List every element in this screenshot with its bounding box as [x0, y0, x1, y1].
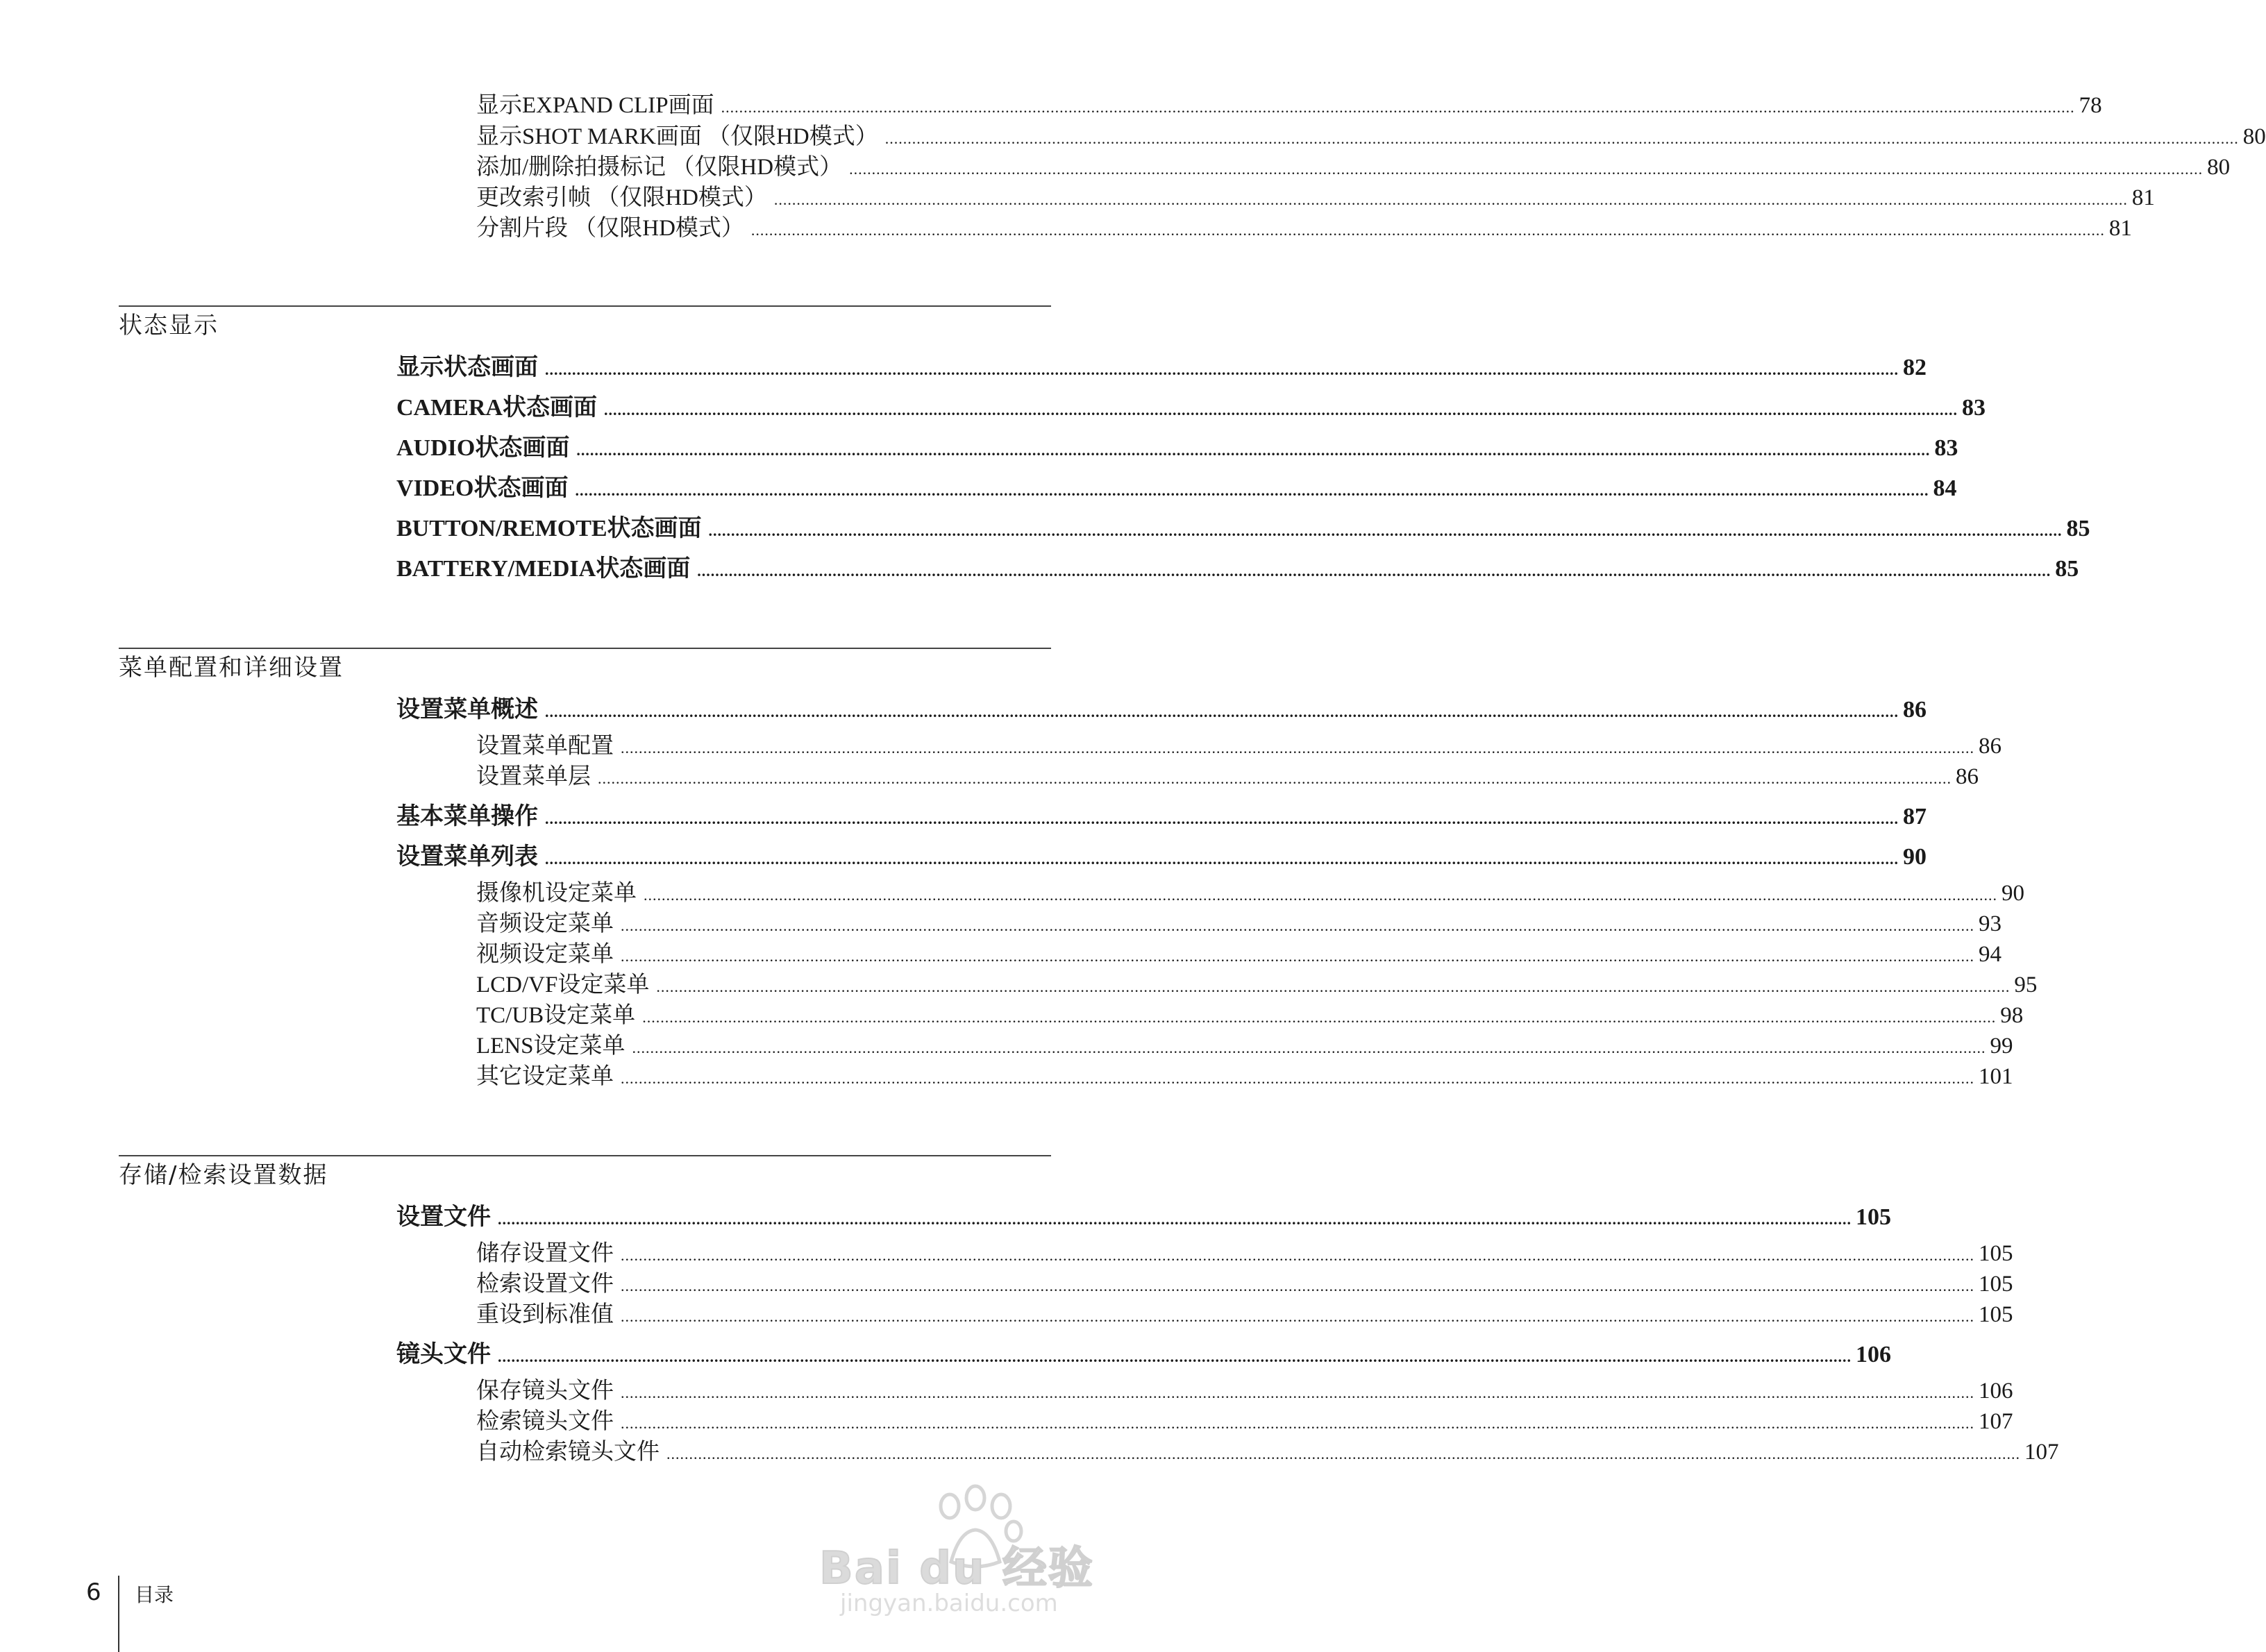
toc-entry[interactable] — [396, 514, 2090, 544]
toc-entry-label: 自动检索镜头文件 — [476, 1440, 660, 1465]
toc-entry-page: 83 — [1961, 395, 1986, 421]
toc-entry-page: 107 — [1979, 1409, 2013, 1434]
toc-entry-label: 设置菜单配置 — [476, 734, 614, 759]
toc-entry[interactable] — [396, 695, 1927, 725]
toc-entry[interactable] — [476, 761, 1979, 792]
toc-entry-label: 设置菜单列表 — [396, 844, 538, 870]
toc-entry-page: 99 — [1990, 1034, 2013, 1059]
toc-entry[interactable] — [396, 433, 1958, 464]
toc-entry-page: 80 — [2242, 124, 2266, 149]
toc-entry-page: 87 — [1903, 804, 1927, 829]
toc-entry-page: 95 — [2014, 972, 2038, 997]
toc-entry[interactable] — [476, 970, 2038, 1000]
toc-entry-page: 85 — [2066, 516, 2090, 541]
dot-leader: ............................................................................................................................................................................................................................................................................................................ — [621, 1415, 1974, 1432]
section-divider — [119, 1155, 1051, 1156]
dot-leader: ............................................................................................................................................................................................................................................................................................................ — [656, 978, 2011, 995]
dot-leader: ............................................................................................................................................................................................................................................................................................................ — [621, 1070, 1974, 1087]
toc-entry-page: 82 — [1903, 355, 1927, 380]
toc-entry-label: VIDEO状态画面 — [396, 475, 569, 501]
toc-entry[interactable] — [476, 1406, 2013, 1437]
toc-entry-label: BATTERY/MEDIA状态画面 — [396, 556, 691, 582]
toc-entry[interactable] — [476, 152, 2231, 183]
toc-entry-label: 基本菜单操作 — [396, 804, 538, 829]
toc-entry-label: 音频设定菜单 — [476, 911, 614, 936]
toc-entry-page: 81 — [2131, 185, 2155, 210]
toc-entry[interactable] — [396, 473, 1957, 504]
toc-entry-page: 81 — [2108, 216, 2132, 241]
dot-leader: ............................................................................................................................................................................................................................................................................................................ — [621, 1277, 1974, 1295]
toc-entry-label: CAMERA状态画面 — [396, 395, 597, 421]
toc-entry-page: 84 — [1933, 475, 1957, 501]
toc-entry-page: 86 — [1903, 697, 1927, 723]
toc-entry-label: 显示SHOT MARK画面 （仅限HD模式） — [476, 124, 878, 149]
footer-divider — [118, 1576, 119, 1652]
toc-entry[interactable] — [396, 842, 1927, 873]
toc-entry-label: 显示状态画面 — [396, 355, 538, 380]
toc-entry-label: 设置菜单概述 — [396, 697, 538, 723]
dot-leader: ............................................................................................................................................................................................................................................................................................................ — [621, 1384, 1974, 1401]
dot-leader: ............................................................................................................................................................................................................................................................................................................ — [884, 130, 2239, 147]
toc-entry[interactable] — [476, 939, 2001, 970]
dot-leader: ............................................................................................................................................................................................................................................................................................................ — [849, 160, 2204, 178]
toc-entry-label: 摄像机设定菜单 — [476, 881, 637, 906]
dot-leader: ............................................................................................................................................................................................................................................................................................................ — [498, 1211, 1852, 1228]
toc-entry[interactable] — [476, 1000, 2024, 1031]
page-number: 6 — [86, 1578, 101, 1606]
section-title: 存储/检索设置数据 — [119, 1161, 328, 1189]
dot-leader: ............................................................................................................................................................................................................................................................................................................ — [632, 1039, 1986, 1056]
dot-leader: ............................................................................................................................................................................................................................................................................................................ — [773, 191, 2128, 208]
toc-entry-label: 检索设置文件 — [476, 1272, 614, 1297]
toc-entry[interactable] — [476, 213, 2132, 244]
toc-entry-label: 保存镜头文件 — [476, 1379, 614, 1404]
toc-entry-label: 分割片段 （仅限HD模式） — [476, 216, 744, 241]
toc-entry-page: 86 — [1956, 764, 1979, 789]
section-divider — [119, 305, 1051, 307]
toc-entry-page: 105 — [1979, 1241, 2013, 1266]
toc-entry-label: 添加/删除拍摄标记 （仅限HD模式） — [476, 155, 843, 180]
watermark-url: jingyan.baidu.com — [840, 1590, 1058, 1617]
toc-entry-label: 更改索引帧 （仅限HD模式） — [476, 185, 767, 210]
toc-entry[interactable] — [476, 1238, 2013, 1269]
toc-entry-page: 94 — [1979, 942, 2001, 967]
toc-entry[interactable] — [476, 1061, 2013, 1092]
toc-entry-label: LENS设定菜单 — [476, 1034, 626, 1059]
toc-entry-label: 视频设定菜单 — [476, 942, 614, 967]
watermark-brand: Bai du 经验 — [819, 1543, 1094, 1594]
toc-entry-label: LCD/VF设定菜单 — [476, 972, 650, 997]
dot-leader: ............................................................................................................................................................................................................................................................................................................ — [621, 1308, 1974, 1325]
dot-leader: ............................................................................................................................................................................................................................................................................................................ — [603, 401, 1958, 419]
toc-entry[interactable] — [476, 183, 2155, 213]
dot-leader: ............................................................................................................................................................................................................................................................................................................ — [666, 1445, 2020, 1463]
toc-entry-page: 78 — [2079, 93, 2102, 118]
toc-entry[interactable] — [476, 909, 2001, 939]
footer-section-label: 目录 — [135, 1583, 174, 1606]
toc-entry-label: 重设到标准值 — [476, 1302, 614, 1327]
toc-entry-label: AUDIO状态画面 — [396, 435, 570, 461]
toc-entry-page: 90 — [2001, 881, 2024, 906]
toc-entry-label: 设置文件 — [396, 1204, 491, 1230]
toc-entry-page: 105 — [1856, 1204, 1891, 1230]
dot-leader: ............................................................................................................................................................................................................................................................................................................ — [697, 562, 2051, 580]
toc-entry[interactable] — [476, 731, 2001, 761]
toc-entry-page: 90 — [1903, 844, 1927, 870]
toc-entry[interactable] — [476, 1437, 2059, 1467]
dot-leader: ............................................................................................................................................................................................................................................................................................................ — [621, 947, 1974, 965]
toc-entry[interactable] — [396, 1202, 1891, 1233]
dot-leader: ............................................................................................................................................................................................................................................................................................................ — [621, 917, 1974, 934]
toc-entry-page: 86 — [1979, 734, 2001, 759]
toc-entry[interactable] — [396, 802, 1927, 832]
toc-entry-label: TC/UB设定菜单 — [476, 1003, 636, 1028]
toc-entry-page: 83 — [1934, 435, 1958, 461]
dot-leader: ............................................................................................................................................................................................................................................................................................................ — [498, 1348, 1852, 1365]
baidu-watermark — [819, 1485, 1111, 1624]
toc-entry[interactable] — [476, 878, 2024, 909]
toc-entry-label: 其它设定菜单 — [476, 1064, 614, 1089]
dot-leader: ............................................................................................................................................................................................................................................................................................................ — [642, 1009, 1997, 1026]
toc-entry-label: 储存设置文件 — [476, 1241, 614, 1266]
dot-leader: ............................................................................................................................................................................................................................................................................................................ — [545, 850, 1899, 868]
toc-entry[interactable] — [476, 121, 2266, 152]
toc-entry-label: 设置菜单层 — [476, 764, 591, 789]
toc-entry-page: 98 — [2000, 1003, 2024, 1028]
section-title: 菜单配置和详细设置 — [119, 654, 344, 682]
dot-leader: ............................................................................................................................................................................................................................................................................................................ — [545, 703, 1899, 720]
toc-entry-page: 106 — [1856, 1342, 1891, 1367]
section-divider — [119, 648, 1051, 649]
toc-entry-page: 106 — [1979, 1379, 2013, 1404]
toc-entry-label: BUTTON/REMOTE状态画面 — [396, 516, 702, 541]
toc-entry-label: 检索镜头文件 — [476, 1409, 614, 1434]
dot-leader: ............................................................................................................................................................................................................................................................................................................ — [621, 739, 1974, 757]
dot-leader: ............................................................................................................................................................................................................................................................................................................ — [644, 886, 1997, 904]
toc-entry[interactable] — [396, 554, 2079, 584]
dot-leader: ............................................................................................................................................................................................................................................................................................................ — [750, 221, 2105, 239]
dot-leader: ............................................................................................................................................................................................................................................................................................................ — [708, 522, 2063, 539]
toc-entry[interactable] — [476, 1299, 2013, 1330]
toc-entry-page: 80 — [2207, 155, 2231, 180]
toc-entry-page: 105 — [1979, 1302, 2013, 1327]
toc-entry-label: 镜头文件 — [396, 1342, 491, 1367]
toc-entry[interactable] — [396, 1340, 1891, 1370]
toc-entry-label: 显示EXPAND CLIP画面 — [476, 93, 714, 118]
dot-leader: ............................................................................................................................................................................................................................................................................................................ — [576, 441, 1931, 459]
toc-entry-page: 107 — [2024, 1440, 2059, 1465]
section-title: 状态显示 — [119, 312, 219, 339]
dot-leader: ............................................................................................................................................................................................................................................................................................................ — [545, 810, 1899, 827]
dot-leader: ............................................................................................................................................................................................................................................................................................................ — [598, 770, 1952, 787]
dot-leader: ............................................................................................................................................................................................................................................................................................................ — [621, 1247, 1974, 1264]
dot-leader: ............................................................................................................................................................................................................................................................................................................ — [721, 99, 2075, 116]
toc-entry[interactable] — [476, 1031, 2013, 1061]
dot-leader: ............................................................................................................................................................................................................................................................................................................ — [545, 361, 1899, 378]
toc-entry[interactable] — [396, 393, 1986, 423]
toc-entry[interactable] — [476, 1376, 2013, 1406]
toc-entry-page: 105 — [1979, 1272, 2013, 1297]
toc-entry[interactable] — [396, 353, 1927, 383]
toc-entry-page: 93 — [1979, 911, 2001, 936]
toc-entry[interactable] — [476, 1269, 2013, 1299]
toc-entry[interactable] — [476, 90, 2102, 121]
toc-entry-page: 101 — [1979, 1064, 2013, 1089]
toc-entry-page: 85 — [2055, 556, 2079, 582]
dot-leader: ............................................................................................................................................................................................................................................................................................................ — [575, 482, 1929, 499]
